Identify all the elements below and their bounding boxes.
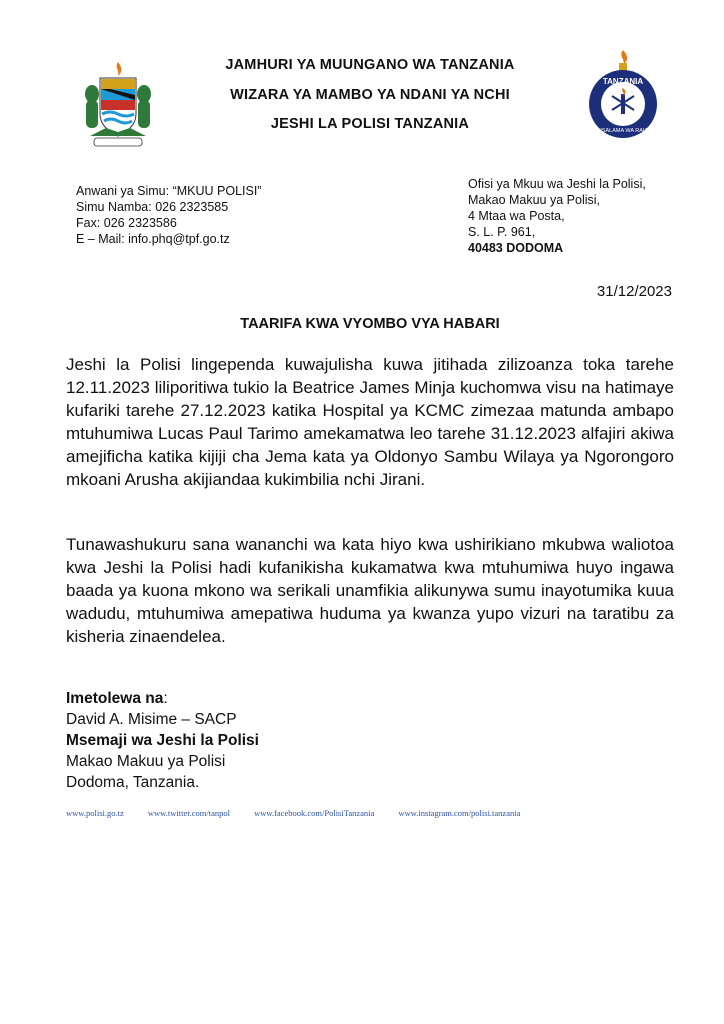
twitter-link[interactable]: www.twitter.com/tanpol xyxy=(147,808,230,818)
footer-links xyxy=(66,808,666,818)
spokesperson-name: David A. Misime – SACP xyxy=(66,711,237,728)
address-office: Ofisi ya Mkuu wa Jeshi la Polisi, xyxy=(468,177,646,191)
header-line-3: JESHI LA POLISI TANZANIA xyxy=(270,116,470,132)
header-line-2: WIZARA YA MAMBO YA NDANI YA NCHI xyxy=(230,87,510,103)
paragraph-2: Tunawashukuru sana wananchi wa kata hiyo kwa ushirikiano mkubwa waliotoa kwa Jeshi la Polisi hadi kufanikisha kukamatwa kwa mtuhumiwa huyo ingawa baada ya kuona mkono wa serikali unamfikia alikunywa sumu inayotumika kuua wadudu, mtuhumiwa amepatiwa huduma ya kwanza yupo vizuri na taratibu za kisheria zinaendelea. xyxy=(66,535,674,646)
coat-of-arms-icon xyxy=(76,58,160,150)
badge-top-text: TANZANIA xyxy=(602,77,644,86)
facebook-link[interactable]: www.facebook.com/PolisiTanzania xyxy=(254,808,375,818)
address-hq: Makao Makuu ya Polisi, xyxy=(468,193,601,207)
spokesperson-location: Dodoma, Tanzania. xyxy=(66,774,200,791)
address-street: 4 Mtaa wa Posta, xyxy=(468,209,565,223)
signature-block xyxy=(66,688,259,793)
document-title: TAARIFA KWA VYOMBO VYA HABARI xyxy=(240,316,500,332)
badge-bottom-text: USALAMA WA RAIA xyxy=(597,128,649,134)
police-badge-icon xyxy=(582,48,664,140)
document-date: 31/12/2023 xyxy=(596,283,672,300)
spokesperson-role: Msemaji wa Jeshi la Polisi xyxy=(66,732,259,749)
header-line-1: JAMHURI YA MUUNGANO WA TANZANIA xyxy=(225,57,515,73)
website-link[interactable]: www.polisi.go.tz xyxy=(66,808,124,818)
address-block xyxy=(468,176,646,256)
contact-telegraph: Anwani ya Simu: “MKUU POLISI” xyxy=(76,184,262,198)
address-pobox: S. L. P. 961, xyxy=(468,225,536,239)
issued-by-colon: : xyxy=(163,690,168,707)
contact-phone: Simu Namba: 026 2323585 xyxy=(76,200,229,214)
contact-fax: Fax: 026 2323586 xyxy=(76,216,177,230)
issued-by-label: Imetolewa na xyxy=(66,690,164,707)
paragraph-1: Jeshi la Polisi lingependa kuwajulisha kuwa jitihada zilizoanza toka tarehe 12.11.2023 liliporitiwa tukio la Beatrice James Minja kuchomwa visu na hatimaye kufariki tarehe 27.12.2023 katika Hospital ya KCMC zimezaa matunda ambapo mtuhumiwa Lucas Paul Tarimo amekamatwa leo tarehe 31.12.2023 alfajiri akiwa amejificha katika kijiji cha Jema kata ya Oldonyo Sambu Wilaya ya Ngorongoro mkoani Arusha akijiandaa kukimbilia nchi Jirani. xyxy=(66,355,674,489)
contact-email: E – Mail: info.phq@tpf.go.tz xyxy=(76,232,230,246)
contact-block xyxy=(76,183,261,247)
instagram-link[interactable]: www.instagram.com/polisi.tanzania xyxy=(398,808,521,818)
address-city: 40483 DODOMA xyxy=(468,241,564,255)
issued-by-line xyxy=(66,688,259,709)
spokesperson-office: Makao Makuu ya Polisi xyxy=(66,753,226,770)
